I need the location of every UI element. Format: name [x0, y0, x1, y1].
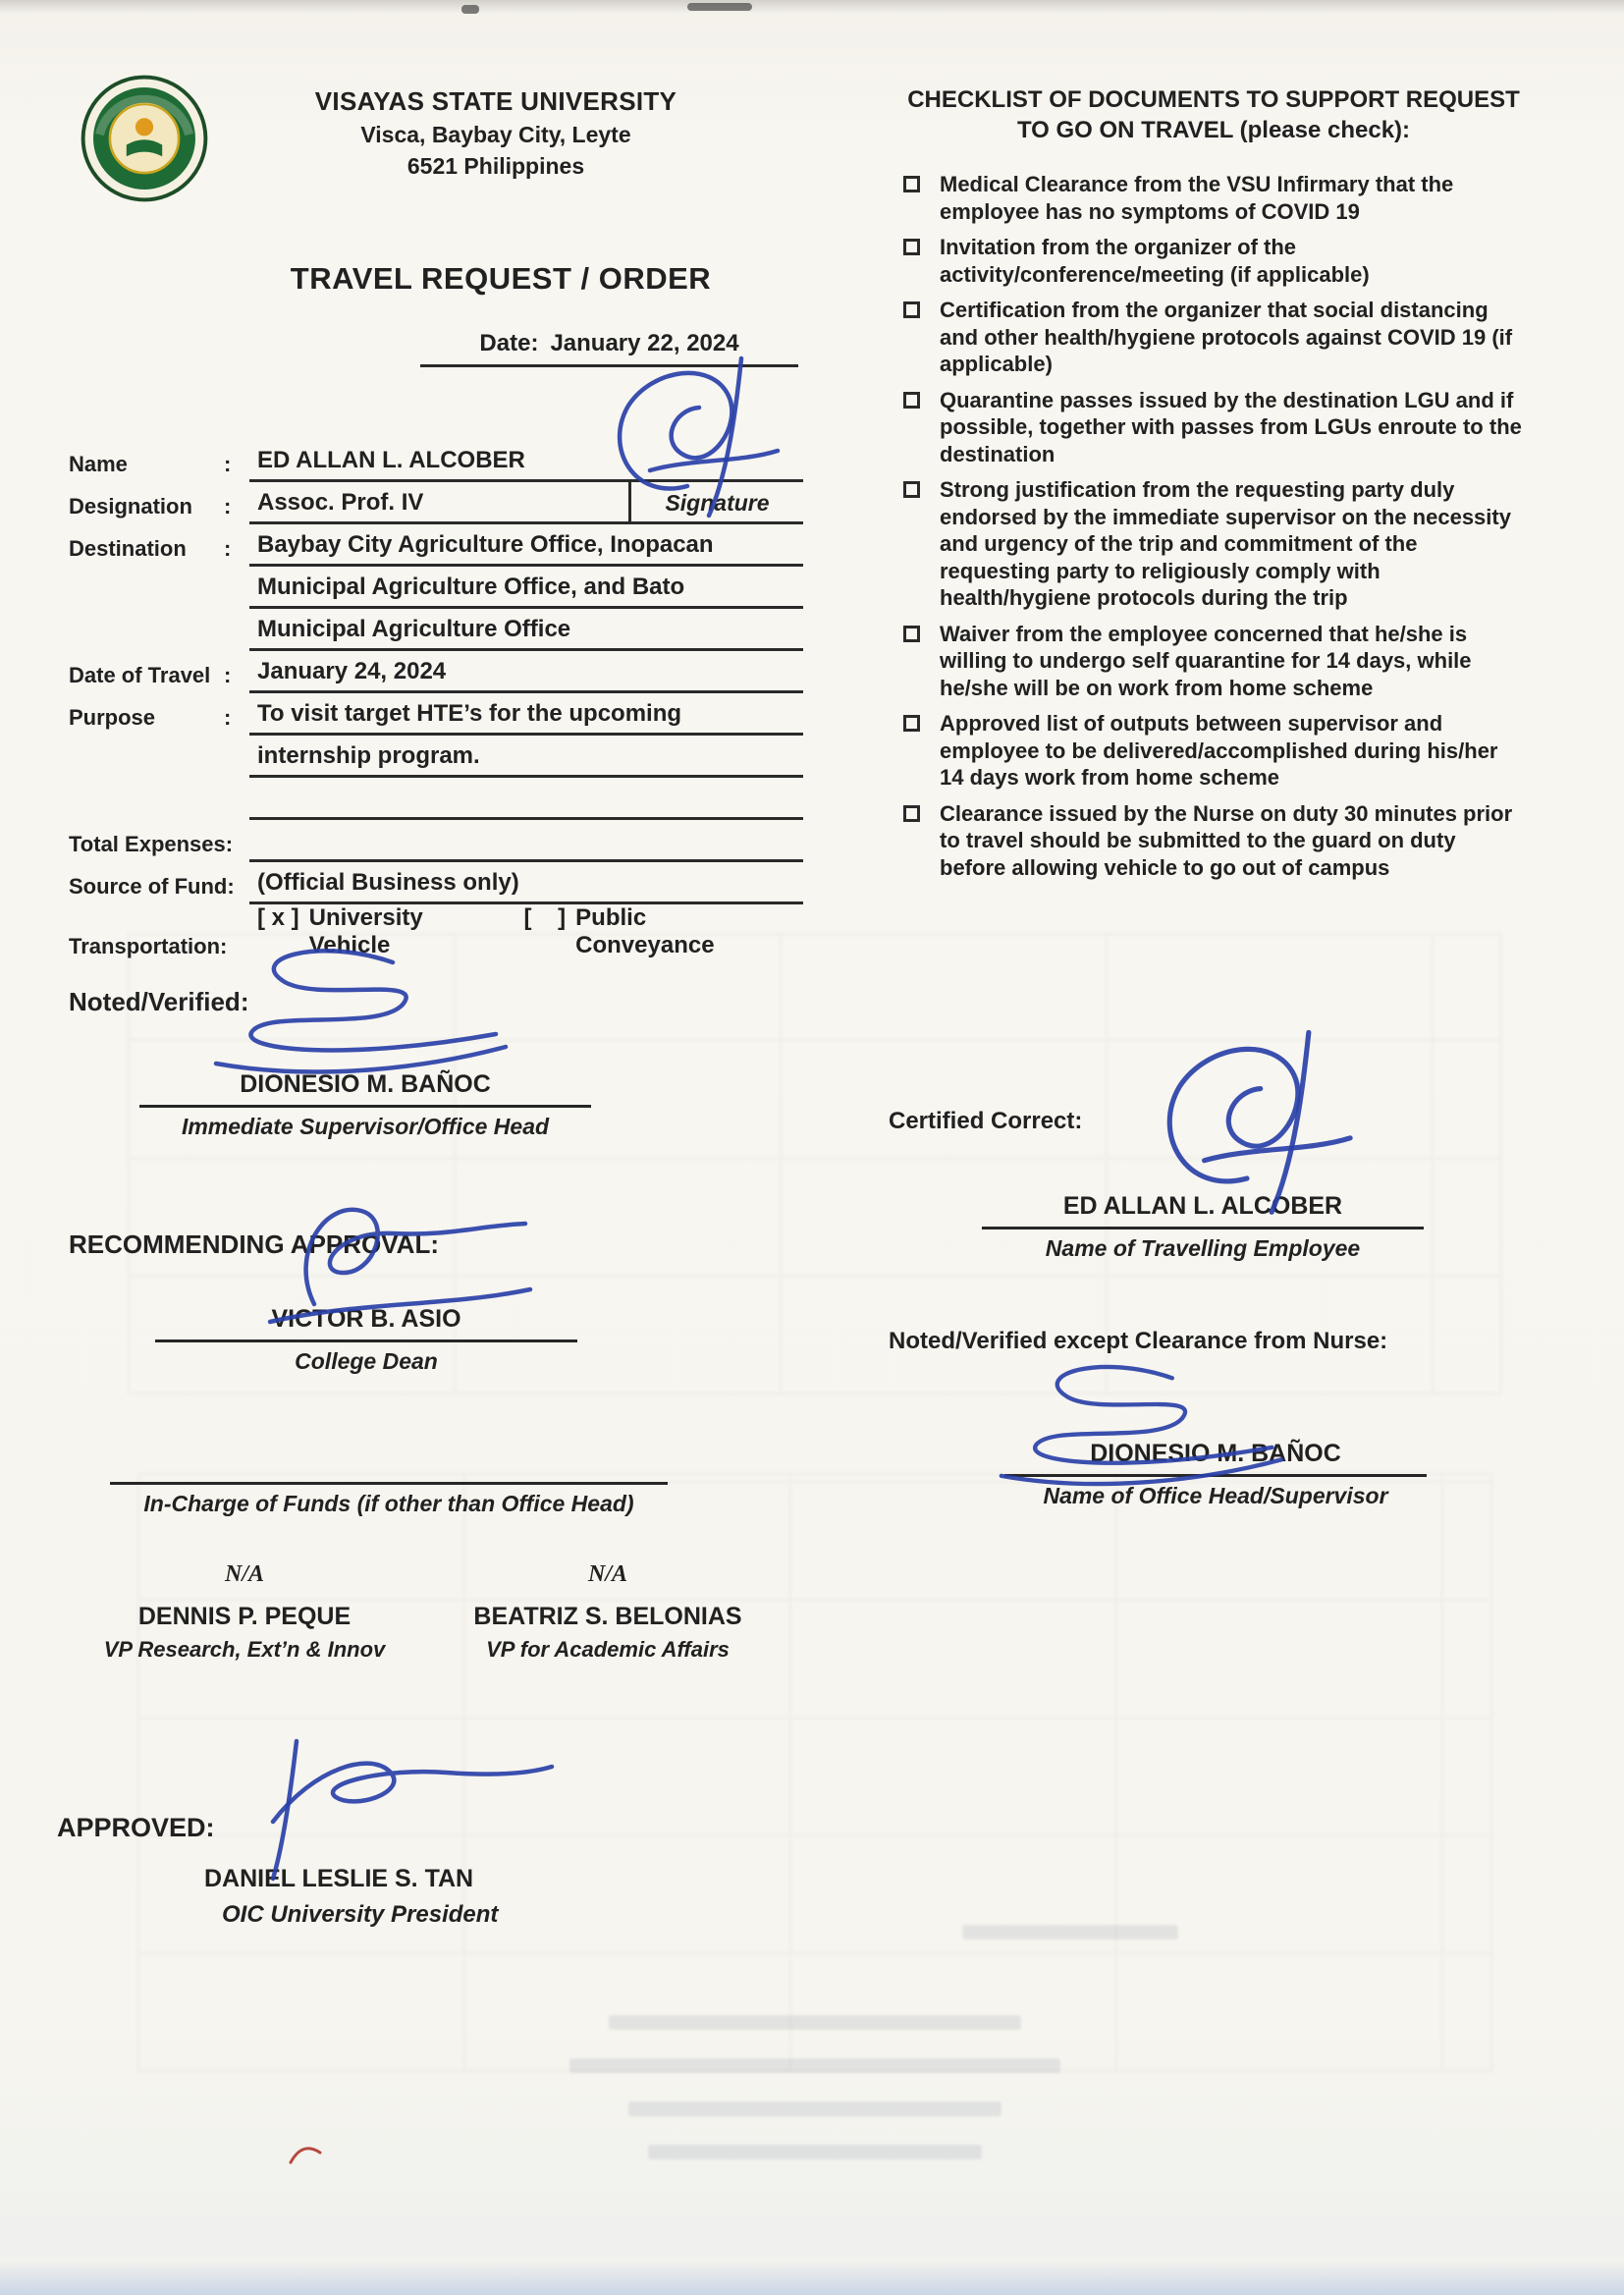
vp-academic-column	[426, 1561, 789, 1663]
checklist-item	[903, 476, 1524, 612]
checklist-item	[903, 234, 1524, 288]
employee-caption: Name of Travelling Employee	[1045, 1235, 1361, 1261]
recommending-approval-label: RECOMMENDING APPROVAL:	[69, 1229, 439, 1259]
form-fields	[69, 440, 803, 964]
transportation-options	[249, 904, 803, 964]
checklist-items	[903, 171, 1524, 881]
field-row-designation	[69, 482, 803, 524]
university-header	[69, 71, 795, 218]
bleed-through-ghost-text	[648, 2145, 982, 2159]
purpose-line3-empty	[249, 778, 803, 820]
transport-option-university-vehicle	[257, 904, 483, 959]
president-name: DANIEL LESLIE S. TAN	[204, 1865, 474, 1892]
field-row-purpose-blank	[69, 778, 803, 820]
checklist-item-text: Certification from the organizer that social distancing and other health/hygiene protocols against COVID 19 (if applicable)	[940, 298, 1513, 377]
vp-research-na: N/A	[224, 1561, 264, 1587]
colon: :	[224, 452, 232, 476]
checkbox-icon	[903, 715, 920, 732]
field-row-name	[69, 440, 803, 482]
checkbox-icon	[903, 481, 920, 498]
destination-line3: Municipal Agriculture Office	[249, 609, 803, 651]
supervisor-title: Immediate Supervisor/Office Head	[181, 1114, 550, 1139]
in-charge-of-funds-block	[110, 1448, 668, 1517]
funds-caption: In-Charge of Funds (if other than Office Head)	[143, 1491, 634, 1516]
checkbox-unchecked-mark: [ ]	[523, 904, 567, 931]
dean-name-line	[155, 1305, 577, 1342]
vp-approvals-block	[63, 1561, 789, 1663]
recommending-approval-block	[69, 1229, 619, 1375]
certified-correct-label: Certified Correct:	[889, 1108, 1083, 1134]
vp-research-title: VP Research, Ext’n & Innov	[103, 1637, 386, 1662]
source-of-fund-value: (Official Business only)	[249, 862, 803, 904]
scan-edge-bottom	[0, 2258, 1624, 2295]
transport-option-public-conveyance	[524, 904, 763, 959]
field-row-destination	[69, 524, 803, 567]
date-row	[420, 330, 798, 367]
destination-line2: Municipal Agriculture Office, and Bato	[249, 567, 803, 609]
approved-label: APPROVED:	[57, 1813, 215, 1842]
source-of-fund-label: Source of Fund:	[69, 874, 235, 899]
dean-title: College Dean	[295, 1348, 438, 1374]
signature-caption: Signature	[628, 482, 803, 524]
dean-name: VICTOR B. ASIO	[271, 1305, 461, 1333]
scan-artifact-red-mark	[285, 2139, 329, 2170]
checkbox-icon	[903, 239, 920, 255]
field-row-transportation	[69, 904, 803, 964]
checklist-item	[903, 171, 1524, 225]
scan-artifact	[461, 5, 479, 14]
form-title: TRAVEL REQUEST / ORDER	[290, 261, 712, 296]
noted-verified-label: Noted/Verified:	[69, 987, 249, 1016]
office-head-name: DIONESIO M. BAÑOC	[1090, 1440, 1341, 1467]
supervisor-name-line	[139, 1070, 591, 1108]
funds-signature-line-empty	[110, 1448, 668, 1485]
scan-artifact	[687, 3, 752, 11]
field-row-date-of-travel	[69, 651, 803, 693]
checklist-item	[903, 387, 1524, 468]
office-head-caption: Name of Office Head/Supervisor	[1043, 1483, 1388, 1508]
name-label: Name	[69, 452, 128, 476]
purpose-line1: To visit target HTE’s for the upcoming	[249, 693, 803, 736]
checklist-item	[903, 621, 1524, 702]
date-label: Date:	[479, 330, 539, 356]
checklist-item-text: Quarantine passes issued by the destination LGU and if possible, together with passes from LGUs enroute to the destination	[940, 387, 1522, 466]
checklist-item-text: Strong justification from the requesting party duly endorsed by the immediate supervisor on the necessity and urgency of the trip and commitment of the requesting party to religiously comply with health/hygiene protocols during the trip	[940, 477, 1511, 611]
date-of-travel-value: January 24, 2024	[249, 651, 803, 693]
checklist-item-text: Medical Clearance from the VSU Infirmary that the employee has no symptoms of COVID 19	[940, 172, 1454, 224]
checkbox-icon	[903, 301, 920, 318]
bleed-through-ghost-text	[569, 2058, 1060, 2073]
university-address-line1: Visca, Baybay City, Leyte	[360, 122, 631, 147]
president-title: OIC University President	[222, 1901, 499, 1928]
scan-edge-top	[0, 0, 1624, 14]
destination-line1: Baybay City Agriculture Office, Inopacan	[249, 524, 803, 567]
vp-research-column	[63, 1561, 426, 1663]
office-head-name-line	[1004, 1440, 1427, 1477]
transport-option-label: University Vehicle	[308, 904, 423, 958]
colon: :	[224, 705, 232, 730]
checkbox-icon	[903, 805, 920, 822]
checklist-item-text: Waiver from the employee concerned that he/she is willing to undergo self quarantine for 14 days, while he/she will be on work from home scheme	[940, 621, 1472, 700]
designation-value: Assoc. Prof. IV	[249, 482, 628, 524]
field-row-total-expenses	[69, 820, 803, 862]
purpose-line2: internship program.	[249, 736, 803, 778]
vsu-seal-icon	[81, 75, 208, 202]
checklist-title-line2: TO GO ON TRAVEL (please check):	[1016, 117, 1411, 144]
noted-except-nurse-block	[889, 1328, 1566, 1509]
checklist-item	[903, 710, 1524, 792]
checklist-title-line1: CHECKLIST OF DOCUMENTS TO SUPPORT REQUEST	[907, 86, 1520, 113]
university-name: VISAYAS STATE UNIVERSITY	[314, 86, 677, 116]
bleed-through-ghost-text	[609, 2015, 1021, 2030]
vp-academic-title: VP for Academic Affairs	[486, 1637, 730, 1662]
vp-academic-na: N/A	[587, 1561, 627, 1587]
checklist-item-text: Approved list of outputs between supervisor and employee to be delivered/accomplished during his/her 14 days work from home scheme	[940, 711, 1498, 791]
university-text	[216, 86, 776, 180]
checkbox-icon	[903, 392, 920, 409]
purpose-label: Purpose	[69, 705, 156, 730]
checklist-item	[903, 297, 1524, 378]
checklist-item-text: Invitation from the organizer of the activity/conference/meeting (if applicable)	[940, 235, 1370, 287]
vp-research-name: DENNIS P. PEQUE	[137, 1603, 352, 1630]
employee-name-line	[982, 1192, 1424, 1229]
total-expenses-value-empty	[249, 820, 803, 862]
noted-except-label: Noted/Verified except Clearance from Nurse:	[889, 1328, 1388, 1354]
date-value: January 22, 2024	[550, 330, 739, 356]
designation-label: Designation	[69, 494, 192, 519]
checkbox-icon	[903, 176, 920, 192]
destination-label: Destination	[69, 536, 187, 561]
colon: :	[224, 494, 232, 519]
colon: :	[224, 536, 232, 561]
name-value: ED ALLAN L. ALCOBER	[249, 440, 803, 482]
approved-block	[57, 1813, 607, 1929]
checkbox-icon	[903, 626, 920, 642]
bleed-through-ghost-text	[962, 1925, 1178, 1940]
vp-academic-name: BEATRIZ S. BELONIAS	[473, 1603, 742, 1630]
checklist-section	[903, 84, 1524, 890]
checklist-item-text: Clearance issued by the Nurse on duty 30 minutes prior to travel should be submitted to the guard on duty before allowing vehicle to go out of campus	[940, 800, 1513, 880]
transport-option-label: Public Conveyance	[575, 904, 715, 958]
certified-correct-block	[889, 1108, 1527, 1262]
field-row-destination-cont	[69, 567, 803, 609]
checklist-item	[903, 800, 1524, 882]
colon: :	[224, 663, 232, 687]
field-row-destination-cont	[69, 609, 803, 651]
bleed-through-ghost-text	[628, 2102, 1001, 2116]
field-row-purpose	[69, 693, 803, 736]
noted-verified-block	[69, 987, 619, 1140]
field-row-source-of-fund	[69, 862, 803, 904]
transportation-label: Transportation:	[69, 934, 228, 958]
date-of-travel-label: Date of Travel	[69, 663, 211, 687]
field-row-purpose-cont	[69, 736, 803, 778]
checklist-title	[903, 84, 1524, 145]
university-address-line2: 6521 Philippines	[406, 153, 585, 179]
supervisor-name: DIONESIO M. BAÑOC	[240, 1070, 491, 1098]
checkbox-checked-mark: [ x ]	[257, 904, 299, 931]
employee-name: ED ALLAN L. ALCOBER	[1062, 1192, 1343, 1220]
total-expenses-label: Total Expenses:	[69, 832, 234, 856]
